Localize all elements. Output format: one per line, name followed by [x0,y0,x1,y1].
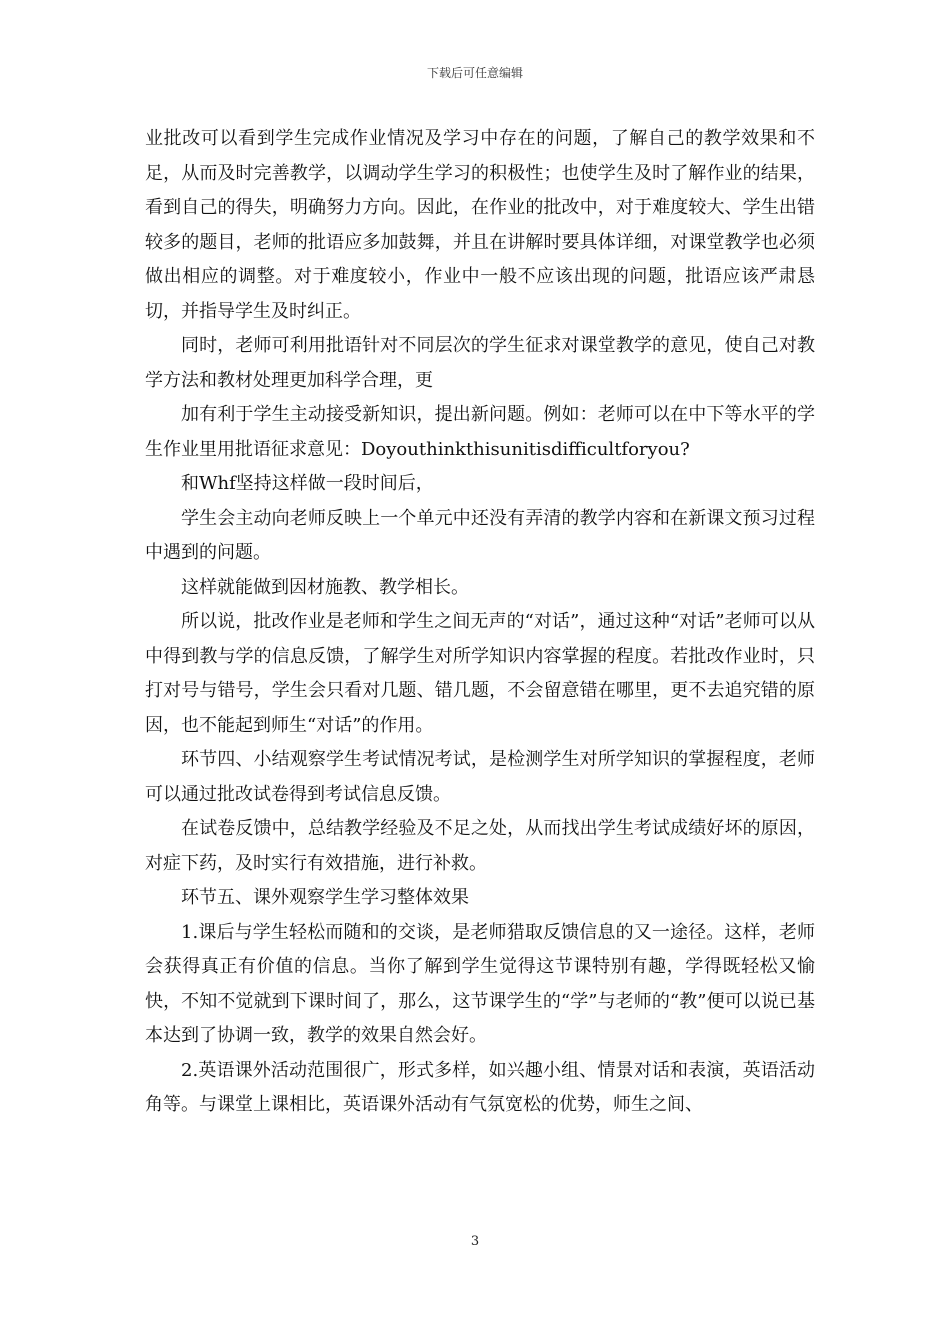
paragraph: 所以说，批改作业是老师和学生之间无声的“对话”，通过这种“对话”老师可以从中得到教与学的信息反馈，了解学生对所学知识内容掌握的程度。若批改作业时，只打对号与错号，学生会只看对几题、错几题，不会留意错在哪里，更不去追究错的原因，也不能起到师生“对话”的作用。 [145,611,815,736]
paragraph: 加有利于学生主动接受新知识，提出新问题。例如：老师可以在中下等水平的学生作业里用批语征求意见：Doyouthinkthisunitisdifficultforyou? [145,404,815,460]
page-header: 下载后可任意编辑 [426,66,523,80]
paragraph: 环节四、小结观察学生考试情况考试，是检测学生对所学知识的掌握程度，老师可以通过批改试卷得到考试信息反馈。 [145,749,815,805]
paragraph: 业批改可以看到学生完成作业情况及学习中存在的问题，了解自己的教学效果和不足，从而及时完善教学，以调动学生学习的积极性；也使学生及时了解作业的结果，看到自己的得失，明确努力方向。因此，在作业的批改中，对于难度较大、学生出错较多的题目，老师的批语应多加鼓舞，并且在讲解时要具体详细，对课堂教学也必须做出相应的调整。对于难度较小，作业中一般不应该出现的问题，批语应该严肃恳切，并指导学生及时纠正。 [145,128,815,322]
section-heading: 环节五、课外观察学生学习整体效果 [181,887,469,908]
paragraph: 2.英语课外活动范围很广，形式多样，如兴趣小组、情景对话和表演，英语活动角等。与课堂上课相比，英语课外活动有气氛宽松的优势，师生之间、 [145,1059,815,1115]
paragraph: 学生会主动向老师反映上一个单元中还没有弄清的教学内容和在新课文预习过程中遇到的问题。 [145,507,815,563]
paragraph: 这样就能做到因材施教、教学相长。 [181,576,469,598]
paragraph: 和Whf坚持这样做一段时间后， [181,473,434,494]
paragraph: 在试卷反馈中，总结教学经验及不足之处，从而找出学生考试成绩好坏的原因，对症下药，及时实行有效措施，进行补救。 [145,818,815,874]
document-body [145,122,815,1123]
paragraph: 同时，老师可利用批语针对不同层次的学生征求对课堂教学的意见，使自己对教学方法和教材处理更加科学合理，更 [145,335,815,391]
paragraph: 1.课后与学生轻松而随和的交谈，是老师猎取反馈信息的又一途径。这样，老师会获得真正有价值的信息。当你了解到学生觉得这节课特别有趣，学得既轻松又愉快，不知不觉就到下课时间了，那么，这节课学生的“学”与老师的“教”便可以说已基本达到了协调一致，教学的效果自然会好。 [145,921,815,1046]
page-number: 3 [470,1234,480,1249]
